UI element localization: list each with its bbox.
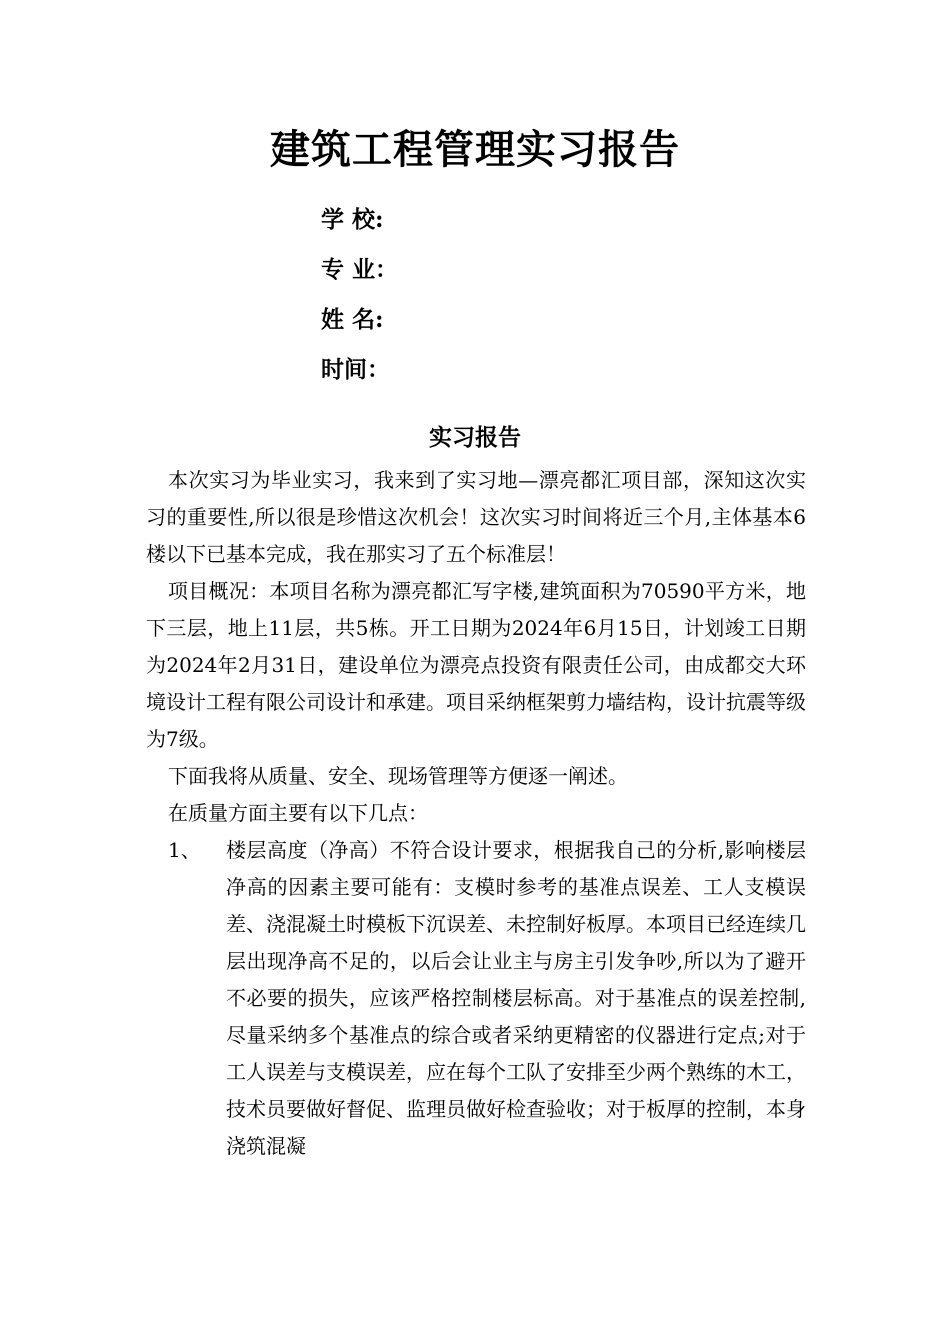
list-item bbox=[146, 832, 806, 1165]
outline-paragraph: 下面我将从质量、安全、现场管理等方便逐一阐述。 bbox=[168, 764, 628, 788]
document-title: 建筑工程管理实习报告 bbox=[270, 126, 680, 173]
list-item-number: 1、 bbox=[168, 838, 201, 862]
school-field-label: 学 校: bbox=[321, 206, 384, 233]
project-overview-paragraph: 项目概况：本项目名称为漂亮都汇写字楼,建筑面积为70590平方米，地下三层，地上11层，共5栋。开工日期为2024年6月15日，计划竣工日期为2024年2月31日，建设单位为漂亮点投资有限责任公司，由成都交大环境设计工程有限公司设计和承建。项目采纳框架剪力墙结构，设计抗震等级为7级。 bbox=[146, 579, 806, 751]
section-title: 实习报告 bbox=[429, 424, 521, 451]
quality-intro-paragraph: 在质量方面主要有以下几点： bbox=[168, 801, 428, 825]
major-field-label: 专 业： bbox=[321, 256, 399, 283]
list-item-text: 楼层高度（净高）不符合设计要求，根据我自己的分析,影响楼层净高的因素主要可能有：支模时参考的基准点误差、工人支模误差、浇混凝土时模板下沉误差、未控制好板厚。本项目已经连续几层出现净高不足的，以后会让业主与房主引发争吵,所以为了避开不必要的损失，应该严格控制楼层标高。对于基准点的误差控制,尽量采纳多个基准点的综合或者采纳更精密的仪器进行定点;对于工人误差与支模误差，应在每个工队了安排至少两个熟练的木工，技术员要做好督促、监理员做好检查验收；对于板厚的控制，本身浇筑混凝 bbox=[226, 838, 806, 1158]
time-field-label: 时间： bbox=[321, 356, 390, 383]
name-field-label: 姓 名: bbox=[321, 306, 384, 333]
cover-info-fields bbox=[321, 200, 398, 400]
intro-paragraph: 本次实习为毕业实习，我来到了实习地—漂亮都汇项目部，深知这次实习的重要性,所以很是珍惜这次机会！这次实习时间将近三个月,主体基本6楼以下已基本完成，我在那实习了五个标准层！ bbox=[146, 468, 806, 566]
report-body bbox=[146, 462, 806, 1165]
